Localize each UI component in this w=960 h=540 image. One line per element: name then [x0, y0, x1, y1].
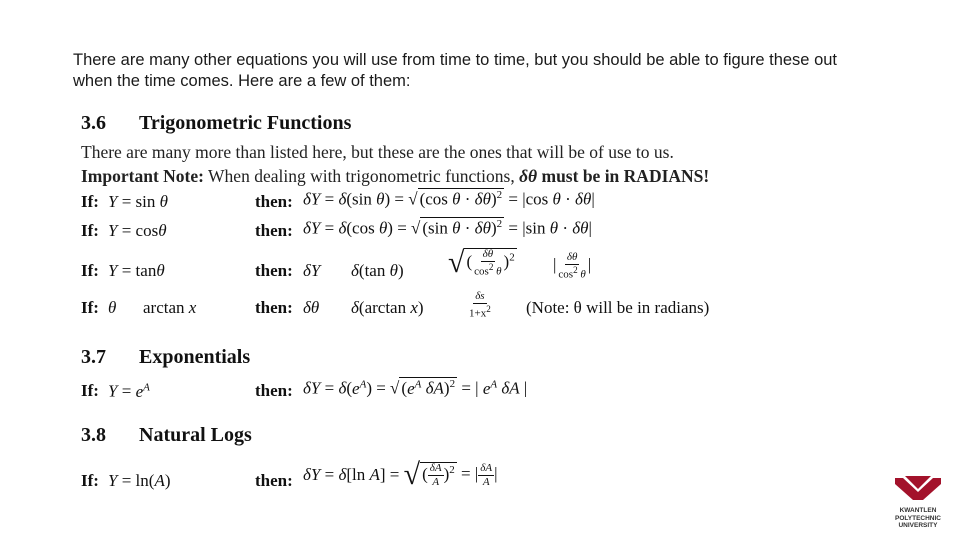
- arctan-delta: δ(arctan x): [351, 298, 424, 317]
- section-title-ln: Natural Logs: [139, 424, 252, 446]
- then-label-exp: then:: [255, 381, 293, 400]
- trig-note: There are many more than listed here, but these are the ones that will be of use to us.: [81, 142, 674, 162]
- section-title-trig: Trigonometric Functions: [139, 112, 352, 134]
- logo-line-1: KWANTLEN: [899, 507, 937, 514]
- important-text: When dealing with trigonometric functions,: [208, 166, 515, 186]
- then-label-ln: then:: [255, 471, 293, 490]
- then-label-tan: then:: [255, 261, 293, 280]
- tan-dy: δY: [303, 261, 321, 280]
- if-label-cos: If:: [81, 221, 99, 240]
- important-radians: must be in RADIANS!: [541, 166, 710, 186]
- section-number-3-6: 3.6: [81, 112, 106, 134]
- kwantlen-logo: [893, 474, 943, 530]
- arctan-fraction: $\frac{\delta s}{1+x^2}$: [469, 290, 491, 320]
- section-number-3-8: 3.8: [81, 424, 106, 446]
- tan-abs: | $\frac{\delta\theta}{\cos^2 \theta}$ |: [553, 251, 592, 281]
- logo-line-2: POLYTECHNIC: [895, 514, 941, 522]
- important-note: Important Note: When dealing with trigonometric functions, δθ must be in RADIANS!: [81, 166, 710, 186]
- exp-equation: $\delta Y = \delta(e^A)$ = √ ($e^A$ δA)$^2$ = | $e^A$ δA |: [303, 378, 528, 398]
- ln-equation: δY = δ[ln A] = √ ( $\frac{\delta A}{A}$ )$^2$ = | $\frac{\delta A}{A}$ |: [303, 458, 498, 491]
- section-title-exp: Exponentials: [139, 346, 251, 368]
- cos-equation: δY = δ(cos θ) = √ (sin θ · δθ)$^2$ = |sin θ · δθ|: [303, 218, 592, 238]
- then-label-sin: then:: [255, 192, 293, 211]
- arctan-lhs: arctan x: [143, 298, 197, 317]
- cos-lhs: Y = cosθ: [108, 221, 167, 240]
- arctan-theta: θ: [108, 298, 117, 317]
- sin-lhs: Y = sin θ: [108, 192, 169, 211]
- if-label-sin: If:: [81, 192, 99, 211]
- if-label-ln: If:: [81, 471, 99, 490]
- ln-lhs: Y = ln(A): [108, 471, 171, 490]
- arctan-note: (Note: θ will be in radians): [526, 298, 710, 317]
- sin-equation: δY = δ(sin θ) = √ (cos θ · δθ)$^2$ = |cos θ · δθ|: [303, 189, 595, 209]
- if-label-arctan: If:: [81, 298, 99, 317]
- intro-text: There are many other equations you will use from time to time, but you should be able to figure these out when the time comes. Here are a few of them:: [73, 51, 838, 90]
- then-label-cos: then:: [255, 221, 293, 240]
- logo-line-3: UNIVERSITY: [898, 522, 938, 529]
- if-label-exp: If:: [81, 381, 99, 400]
- then-label-arctan: then:: [255, 298, 293, 317]
- tan-delta: δ(tan θ): [351, 261, 404, 280]
- exp-lhs: $Y = e^A$: [108, 381, 150, 401]
- if-label-tan: If:: [81, 261, 99, 280]
- tan-radical: √ ( $\frac{\delta\theta}{\cos^2 \theta}$ )$^2$: [448, 246, 515, 279]
- important-label: Important Note:: [81, 166, 204, 186]
- arctan-dtheta: δθ: [303, 298, 320, 317]
- kwantlen-logo-mark: [893, 474, 943, 502]
- tan-lhs: Y = tanθ: [108, 261, 165, 280]
- section-number-3-7: 3.7: [81, 346, 106, 368]
